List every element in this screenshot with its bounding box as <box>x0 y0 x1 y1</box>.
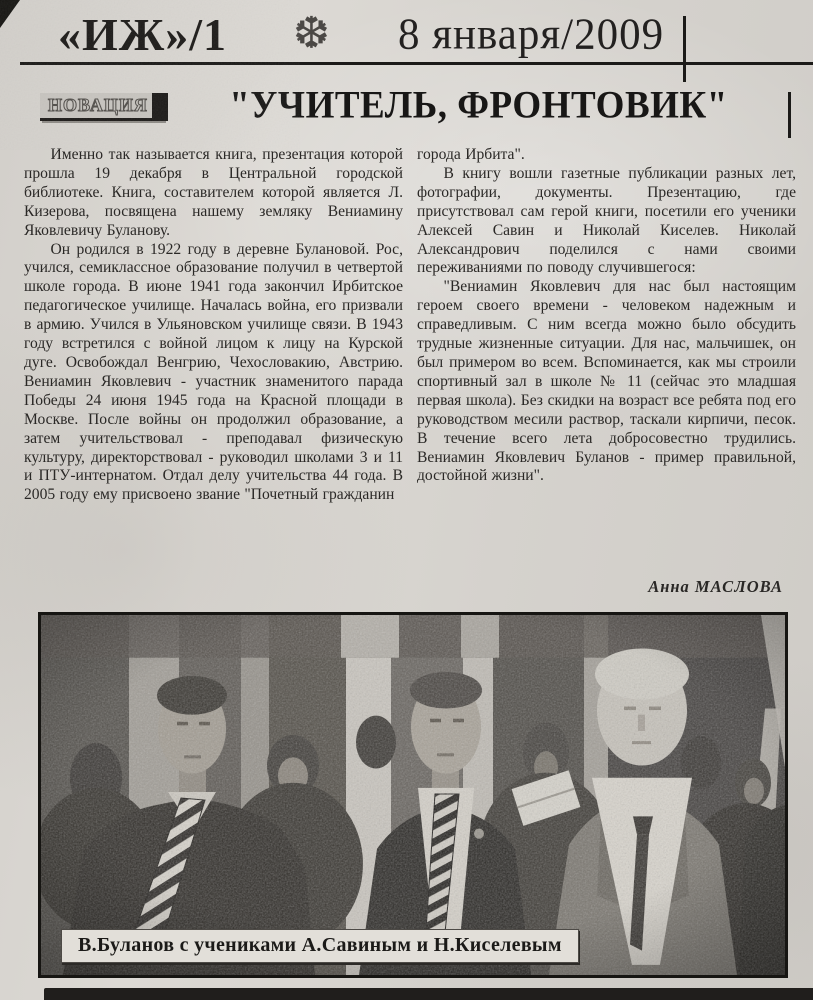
photo-illustration <box>41 615 785 975</box>
headline-divider-line <box>788 92 791 138</box>
paragraph-quote: "Вениамин Яковлевич для нас был настоящим героем своего времени - человеком надежным и справедливым. С ним всегда можно было обсудить трудные жизненные ситуации. Для нас, мальчишек, он был примером во всем. Вспоминается, как мы строили спортивный зал в школе № 11 (сейчас это младшая первая школа). Без скидки на возраст все ребята под его руководством месили раствор, таскали кирпичи, песок. В течение всего лета добросовестно трудились. Вениамин Яковлевич Буланов - пример правильной, достойной жизни". <box>417 278 796 485</box>
rubric-text: НОВАЦИЯ <box>48 95 148 115</box>
date-divider-line <box>683 16 686 82</box>
column-left <box>24 146 403 588</box>
scan-corner-artifact <box>0 0 20 28</box>
rubric-label <box>40 93 168 121</box>
paragraph-continuation: города Ирбита". <box>417 146 525 163</box>
snowflake-icon: ❆ <box>293 9 330 58</box>
paragraph: Он родился в 1922 году в деревне Булановой. Рос, учился, семиклассное образование получил в четвертой школе города. В июне 1941 года закончил Ирбитское педагогическое училище. Началась война, его призвали в армию. Учился в Ульяновском училище связи. В 1943 году встретился с войной лицом к лицу на Курской дуге. Освобождал Венгрию, Чехословакию, Австрию. Вениамин Яковлевич - участник знаменитого парада Победы 24 июня 1945 года на Красной площади в Москве. После войны он продолжил образование, а затем учительствовал - преподавал физическую культуру, директорствовал - руководил школами 3 и 11 и ПТУ-интернатом. Отдал делу учительства 44 года. В 2005 году ему присвоено звание "Почетный гражданин <box>24 240 403 504</box>
column-right <box>417 146 796 588</box>
headline: "УЧИТЕЛЬ, ФРОНТОВИК" <box>229 83 728 128</box>
paragraph: Именно так называется книга, презентация которой прошла 19 декабря в Центральной городской библиотеке. Книга, составителем которой является Л. Кизерова, посвящена нашему земляку Вениамину Яковлевичу Буланову. <box>24 146 403 239</box>
byline: Анна МАСЛОВА <box>648 577 783 596</box>
masthead-rule <box>20 62 813 65</box>
next-article-edge <box>44 988 813 1000</box>
article-body <box>24 146 796 588</box>
photo <box>38 612 788 978</box>
paper-brand: «ИЖ»/1 <box>58 9 228 60</box>
issue-date: 8 января/2009 <box>398 10 665 59</box>
photo-caption: В.Буланов с учениками А.Савиным и Н.Киселевым <box>61 929 579 963</box>
paragraph: В книгу вошли газетные публикации разных лет, фотографии, документы. Презентацию, где присутствовал сам герой книги, посетили его ученики Алексей Савин и Николай Киселев. Николай Александрович поделился с нами своими переживаниями по поводу случившегося: <box>417 164 796 277</box>
